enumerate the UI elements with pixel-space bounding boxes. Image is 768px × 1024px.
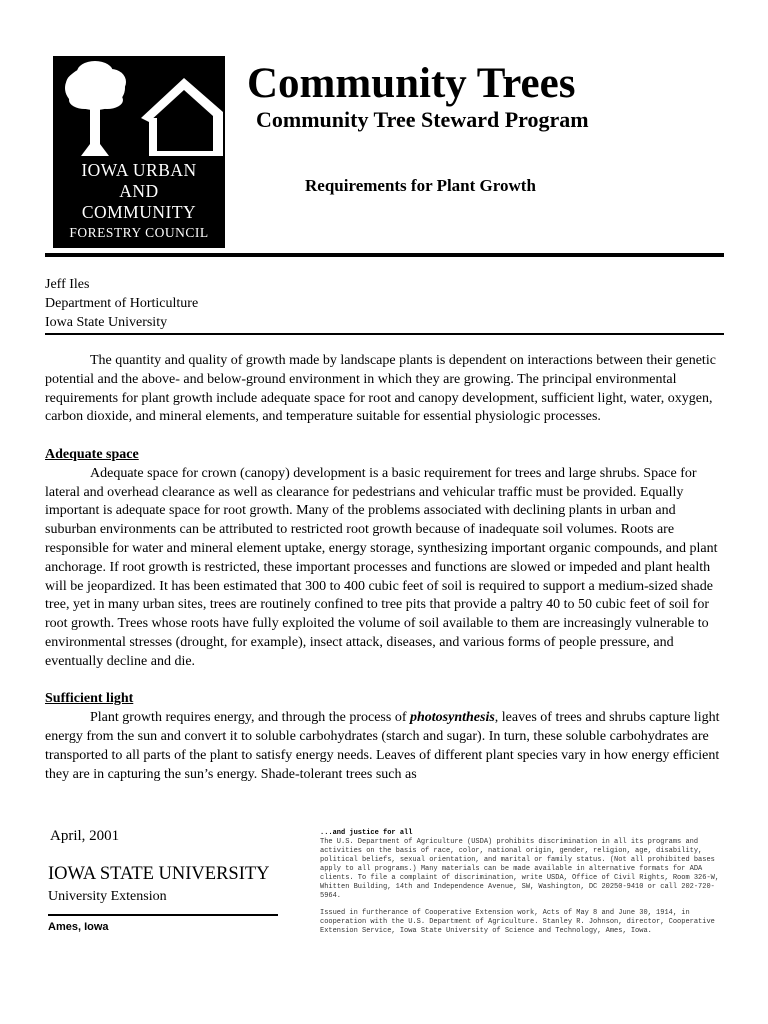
author-name: Jeff Iles [45,277,90,292]
section-heading-light: Sufficient light [45,691,134,707]
forestry-council-logo [53,56,225,248]
author-department: Department of Horticulture [45,296,199,311]
header-divider [45,253,724,257]
publication-date: April, 2001 [50,828,120,844]
institution-name: IOWA STATE UNIVERSITY [48,864,270,884]
author-university: Iowa State University [45,315,168,330]
logo-line-3: COMMUNITY [81,202,197,222]
footer-legal [320,829,724,936]
justice-statement: The U.S. Department of Agriculture (USDA) prohibits discrimination in all its programs and activities on the basis of race, color, national origin, gender, religion, age, disability, political beliefs, sexual orientation, and marital or family status. (Not all prohibited bases apply to all programs.) Many materials can be made available in alternative formats for ADA clients. To file a complaint of discrimination, write USDA, Office of Civil Rights, Room 326-W, Whitten Building, 14th and Independence Avenue, SW, Washington, DC 20250-9410 or call 202-720-5964. [320,838,720,900]
light-text-2: , leaves of trees and shrubs capture light energy from the sun and convert it to soluble carbohydrates (starch and sugar). In turn, these soluble carbohydrates are transported to all parts of the plant to satisfy energy needs. Leaves of different plant species vary in how energy efficient they are in capturing the sun’s energy. Shade-tolerant trees such as [45,710,720,782]
author-divider [45,333,724,335]
space-paragraph: Adequate space for crown (canopy) development is a basic requirement for trees and large shrubs. Space for lateral and overhead clearance as well as clearance for pedestrians and vehicular traffic must be provided. Equally important is adequate space for root growth. Many of the problems associated with declining plants in urban and suburban environments can be attributed to restricted root growth because of inadequate soil volumes. Roots are responsible for water and mineral element uptake, energy storage, synthesizing important organic compounds, and plant anchorage. If root growth is restricted, these important processes and functions are slowed or impeded and plant health will be jeopardized. It has been estimated that 300 to 400 cubic feet of soil is required to support a medium-sized shade tree, yet in many urban sites, trees are routinely confined to tree pits that provide a paltry 40 to 50 cubic feet of soil for root growth. Trees whose roots have fully exploited the volume of soil available to them are increasingly vulnerable to environmental stresses (drought, for example), insect attack, diseases, and various forms of people pressure, and eventually decline and die. [45,465,718,669]
intro-paragraph: The quantity and quality of growth made by landscape plants is dependent on interactions between their genetic potential and the above- and below-ground environment in which they are growing. The principal environmental requirements for plant growth include adequate space for root and canopy development, sufficient light, water, oxygen, carbon dioxide, and mineral elements, and temperature suitable for essential physiologic processes. [45,353,716,425]
section-heading-space: Adequate space [45,446,139,462]
logo-line-1: IOWA URBAN [81,160,197,180]
logo-line-2: AND [119,181,159,201]
page-title: Community Trees [247,60,576,107]
extension-unit: University Extension [48,889,167,904]
logo-line-4: FORESTRY COUNCIL [69,225,209,240]
document-title: Requirements for Plant Growth [305,176,536,195]
justice-heading: ...and justice for all [320,829,413,837]
photosynthesis-term: photosynthesis [409,710,495,726]
location-label: Ames, Iowa [48,921,109,933]
issued-statement: Issued in furtherance of Cooperative Extension work, Acts of May 8 and June 30, 1914, in cooperation with the U.S. Department of Agriculture. Stanley R. Johnson, director, Cooperative Extension Service, Iowa State University of Science and Technology, Ames, Iowa. [320,909,715,935]
light-text-1: Plant growth requires energy, and through the process of [90,710,410,726]
footer-divider [48,914,278,916]
tree-house-icon [53,56,225,160]
body-content [45,352,725,784]
light-paragraph [45,709,725,784]
footer-publisher [45,826,280,933]
author-block [45,275,198,332]
page-subtitle: Community Tree Steward Program [256,107,589,132]
